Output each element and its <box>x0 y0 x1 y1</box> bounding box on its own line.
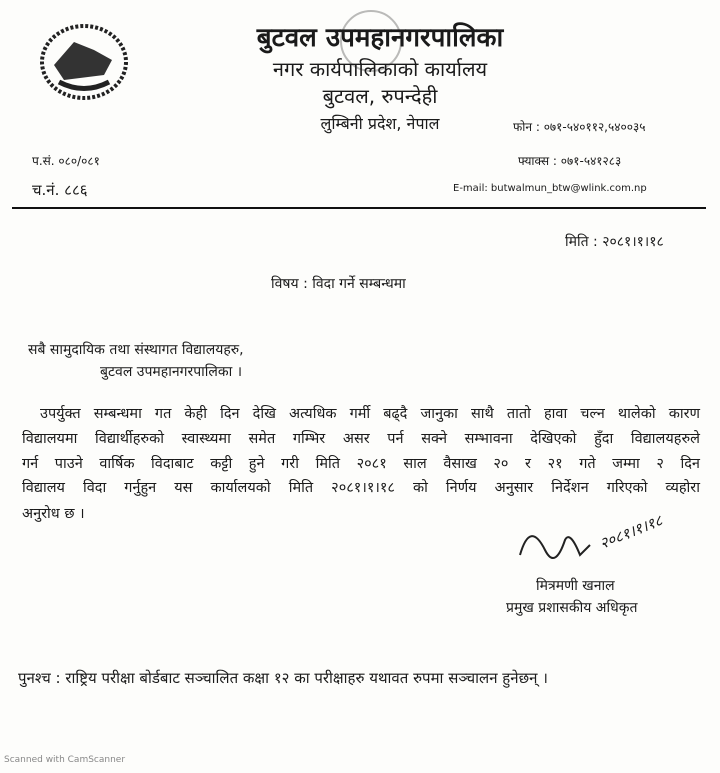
fiscal-year: प.सं. ०८०/०८१ <box>32 154 100 168</box>
body-line: विद्यालय विदा गर्नुहुन यस कार्यालयको मिति २०८१।१।१८ को निर्णय अनुसार निर्देशन गरिएको व्यहोरा <box>22 480 700 496</box>
body-line: गर्न पाउने वार्षिक विदाबाट कट्टी हुने गरी मिति २०८१ साल वैसाख २० र २१ गते जम्मा २ दिन <box>22 456 700 472</box>
dispatch-number: च.नं. ८८६ <box>32 181 88 199</box>
letter-date: मिति : २०८१।१।१८ <box>565 234 664 250</box>
letter-subject: विषय : विदा गर्ने सम्बन्धमा <box>271 276 406 292</box>
recipient-line: बुटवल उपमहानगरपालिका । <box>100 364 243 380</box>
signature-date: २०८१।१।१८ <box>597 511 665 553</box>
org-name: बुटवल उपमहानगरपालिका <box>256 23 504 53</box>
phone-number: फोन : ०७१-५४०११२,५४००३५ <box>513 120 646 134</box>
signer-name: मित्रमणी खनाल <box>536 578 615 594</box>
header-divider <box>12 207 706 209</box>
camscanner-watermark: Scanned with CamScanner <box>4 755 126 765</box>
recipient-line: सबै सामुदायिक तथा संस्थागत विद्यालयहरु, <box>28 342 244 358</box>
office-name: नगर कार्यपालिकाको कार्यालय <box>272 57 488 81</box>
body-line: विद्यालयमा विद्यार्थीहरुको स्वास्थ्यमा समेत गम्भिर असर पर्न सक्ने सम्भावना देखिएको हुँदा विद्यालयहरुले <box>22 431 700 447</box>
fax-number: फ्याक्स : ०७१-५४१२८३ <box>518 154 622 168</box>
postscript: पुनश्च : राष्ट्रिय परीक्षा बोर्डबाट सञ्चालित कक्षा १२ का परीक्षाहरु यथावत रुपमा सञ्चालन हुनेछन् । <box>18 669 548 687</box>
body-line: उपर्युक्त सम्बन्धमा गत केही दिन देखि अत्यधिक गर्मी बढ्दै जानुका साथै तातो हावा चल्न थालेको कारण <box>40 406 700 422</box>
body-line: अनुरोध छ । <box>22 506 85 522</box>
signer-title: प्रमुख प्रशासकीय अधिकृत <box>506 600 638 616</box>
email-address: E-mail: butwalmun_btw@wlink.com.np <box>453 183 647 194</box>
office-province: लुम्बिनी प्रदेश, नेपाल <box>320 114 440 133</box>
office-place: बुटवल, रुपन्देही <box>322 84 438 108</box>
